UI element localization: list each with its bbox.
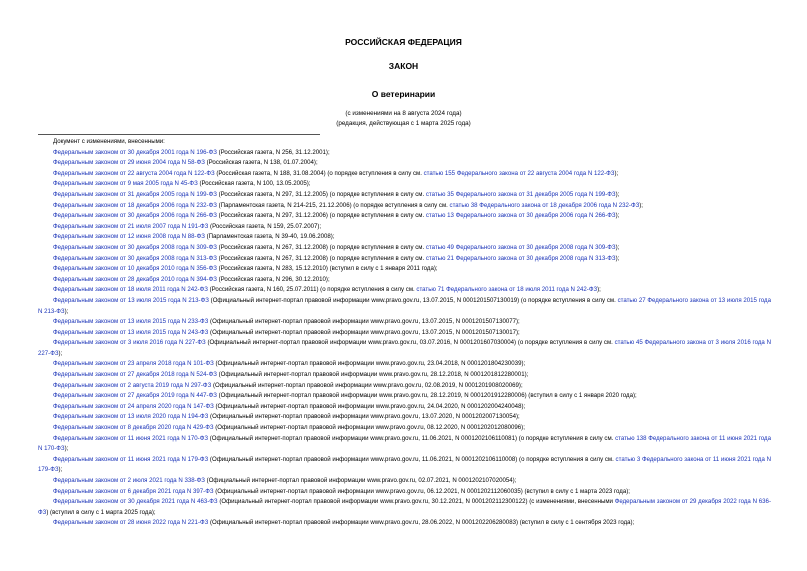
amendment-law-link[interactable]: Федеральным законом от 2 июля 2021 года N 338-ФЗ xyxy=(53,477,205,484)
amendment-tail-text: ); xyxy=(597,286,601,294)
amendment-item xyxy=(38,487,771,498)
amendment-article-link[interactable]: статью 21 Федерального закона от 30 декабря 2008 года N 313-ФЗ xyxy=(425,254,616,262)
amendment-source-text: (Официальный интернет-портал правовой информации www.pravo.gov.ru, 08.12.2020, N 0001202012080096); xyxy=(213,424,525,432)
amendment-item xyxy=(38,497,771,518)
amendment-source-text: (Официальный интернет-портал правовой информации www.pravo.gov.ru, 02.07.2021, N 0001202107020054); xyxy=(204,477,517,484)
amendment-law-link[interactable]: Федеральным законом от 27 декабря 2019 года N 447-ФЗ xyxy=(53,392,217,400)
amendment-item xyxy=(38,201,771,212)
amendment-item xyxy=(38,169,771,180)
amendment-tail-text: ); xyxy=(639,201,643,209)
amendment-item xyxy=(38,211,771,222)
amendment-tail-text: ); xyxy=(614,169,619,177)
amendment-source-text: (Российская газета, N 256, 31.12.2001); xyxy=(216,148,330,156)
amendment-law-link[interactable]: Федеральным законом от 18 декабря 2006 года N 232-ФЗ xyxy=(53,201,217,209)
amendment-law-link[interactable]: Федеральным законом от 28 декабря 2010 года N 394-ФЗ xyxy=(53,275,217,283)
amendment-law-link[interactable]: Федеральным законом от 30 декабря 2008 года N 313-ФЗ xyxy=(53,254,217,262)
amendment-source-text: (Официальный интернет-портал правовой информации www.pravo.gov.ru, 13.07.2015, N 0001201507130077); xyxy=(208,318,520,326)
amendment-item xyxy=(38,254,771,265)
amendment-item xyxy=(38,359,771,370)
amendment-source-text: (Официальный интернет-портал правовой информации www.pravo.gov.ru, 02.08.2019, N 0001201908020069); xyxy=(211,381,523,389)
amendment-item xyxy=(38,328,771,339)
amendment-item xyxy=(38,402,771,413)
amendment-source-text: (Официальный интернет-портал правовой информации www.pravo.gov.ru, 30.12.2021, N 0001202112300122) (с изменениями, внесенными xyxy=(217,498,615,506)
amendment-source-text: (Российская газета, N 283, 15.12.2010) (вступил в силу с 1 января 2011 года); xyxy=(216,265,438,273)
amendment-article-link[interactable]: статью 35 Федерального закона от 31 декабря 2005 года N 199-ФЗ xyxy=(425,190,616,198)
amendment-source-text: (Российская газета, N 297, 31.12.2006) (о порядке вступления в силу см. xyxy=(216,212,426,220)
amendment-source-text: (Официальный интернет-портал правовой информации www.pravo.gov.ru, 28.12.2019, N 0001201912280006) (вступил в силу с 1 января 2020 года); xyxy=(216,392,637,400)
amendment-source-text: (Парламентская газета, N 214-215, 21.12.2006) (о порядке вступления в силу см. xyxy=(216,201,450,209)
amendment-item xyxy=(38,434,771,455)
amendment-law-link[interactable]: Федеральным законом от 27 декабря 2018 года N 524-ФЗ xyxy=(53,371,217,379)
amendment-tail-text: ); xyxy=(615,243,620,251)
doc-type-heading: ЗАКОН xyxy=(388,61,419,71)
amendment-tail-text: ) (вступил в силу с 1 марта 2025 года); xyxy=(46,508,156,516)
amendment-law-link[interactable]: Федеральным законом от 30 декабря 2001 года N 196-ФЗ xyxy=(53,148,217,156)
amendment-law-link[interactable]: Федеральным законом от 13 июля 2015 года N 233-ФЗ xyxy=(53,318,209,326)
amendment-item xyxy=(38,370,771,381)
amendment-tail-text: ); xyxy=(615,254,620,262)
amendment-law-link[interactable]: Федеральным законом от 13 июля 2015 года N 243-ФЗ xyxy=(53,328,209,336)
amendment-article-link[interactable]: статью 49 Федерального закона от 30 декабря 2008 года N 309-ФЗ xyxy=(425,243,616,251)
amendment-law-link[interactable]: Федеральным законом от 22 августа 2004 года N 122-ФЗ xyxy=(53,169,215,177)
amendment-tail-text: ); xyxy=(615,212,620,220)
amendment-source-text: (Официальный интернет-портал правовой информации www.pravo.gov.ru, 06.12.2021, N 0001202112060035) (вступил в силу с 1 марта 2023 года); xyxy=(213,487,630,495)
amendment-source-text: (Российская газета, N 267, 31.12.2008) (о порядке вступления в силу см. xyxy=(216,243,426,251)
amendment-source-text: (Российская газета, N 160, 25.07.2011) (о порядке вступления в силу см. xyxy=(207,286,417,294)
amendment-article-link[interactable]: статью 27 Федерального закона от 13 июля 2015 года N 213-ФЗ xyxy=(38,296,771,315)
amendment-law-link[interactable]: Федеральным законом от 30 декабря 2021 года N 463-ФЗ xyxy=(53,498,218,506)
amendment-source-text: (Официальный интернет-портал правовой информации www.pravo.gov.ru, 11.06.2021, N 0001202106110008) (о порядке вступления в силу см. xyxy=(208,455,616,463)
divider-line xyxy=(38,134,320,135)
amendment-source-text: (Официальный интернет-портал правовой информации www.pravo.gov.ru, 11.06.2021, N 0001202106110081) (о порядке вступления в силу см. xyxy=(208,434,616,442)
amendment-article-link[interactable]: статью 138 Федерального закона от 11 июня 2021 года N 170-ФЗ xyxy=(38,434,771,453)
amendment-source-text: (Официальный интернет-портал правовой информации www.pravo.gov.ru, 03.07.2016, N 0001201607030004) (о порядке вступления в силу см. xyxy=(205,339,615,347)
law-title: О ветеринарии xyxy=(371,89,436,99)
amendment-law-link[interactable]: Федеральным законом от 18 июля 2011 года N 242-ФЗ xyxy=(53,286,208,294)
amendment-law-link[interactable]: Федеральным законом от 6 декабря 2021 года N 397-ФЗ xyxy=(53,487,214,495)
amendment-law-link[interactable]: Федеральным законом от 3 июля 2016 года N 227-ФЗ xyxy=(53,339,206,347)
amendment-source-text: (Парламентская газета, N 39-40, 19.06.2008); xyxy=(204,233,335,241)
amendment-item xyxy=(38,243,771,254)
amendment-law-link[interactable]: Федеральным законом от 10 декабря 2010 года N 356-ФЗ xyxy=(53,265,217,273)
amendment-law-link[interactable]: Федеральным законом от 12 июня 2008 года N 88-ФЗ xyxy=(53,233,205,241)
amendment-tail-text: ); xyxy=(64,307,69,315)
country-heading: РОССИЙСКАЯ ФЕДЕРАЦИЯ xyxy=(345,37,462,47)
amendment-source-text: (Российская газета, N 296, 30.12.2010); xyxy=(216,275,330,283)
amendment-source-text: (Официальный интернет-портал правовой информации www.pravo.gov.ru, 28.06.2022, N 0001202206280083) (вступил в силу с 1 сентября 2023 года); xyxy=(208,519,635,527)
amendment-item xyxy=(38,476,771,487)
amendment-source-text: (Российская газета, N 188, 31.08.2004) (о порядке вступления в силу см. xyxy=(214,169,424,177)
amendment-article-link[interactable]: статью 45 Федерального закона от 3 июля 2016 года N 227-ФЗ xyxy=(38,339,771,357)
amendment-item xyxy=(38,232,771,243)
amendment-item xyxy=(38,317,771,328)
amendment-law-link[interactable]: Федеральным законом от 11 июня 2021 года N 170-ФЗ xyxy=(53,434,209,442)
amendment-source-text: (Официальный интернет-портал правовой информации www.pravo.gov.ru, 28.12.2018, N 0001201812280001); xyxy=(216,371,529,379)
amendment-law-link[interactable]: Федеральным законом от 11 июня 2021 года N 179-ФЗ xyxy=(53,455,209,463)
amendment-source-text: (Официальный интернет-портал правовой информации www.pravo.gov.ru, 13.07.2015, N 0001201507130019) (о порядке вступления в силу см. xyxy=(208,296,618,304)
amendment-item xyxy=(38,158,771,169)
amendment-article-link[interactable]: статью 38 Федерального закона от 18 декабря 2006 года N 232-ФЗ xyxy=(449,201,640,209)
amendment-source-text: (Российская газета, N 138, 01.07.2004); xyxy=(204,159,318,167)
amendment-law-link[interactable]: Федеральным законом от 21 июля 2007 года N 191-ФЗ xyxy=(53,222,209,230)
amendment-source-text: (Официальный интернет-портал правовой информации www.pravo.gov.ru, 13.07.2015, N 0001201507130017); xyxy=(208,328,520,336)
amendment-item xyxy=(38,264,771,275)
amendment-law-link[interactable]: Федеральным законом от 30 декабря 2006 года N 266-ФЗ xyxy=(53,212,217,220)
amendment-law-link[interactable]: Федеральным законом от 9 мая 2005 года N 45-ФЗ xyxy=(53,180,198,188)
changes-note: (с изменениями на 8 августа 2024 года) xyxy=(345,110,462,117)
amendment-law-link[interactable]: Федеральным законом от 2 августа 2019 года N 297-ФЗ xyxy=(53,381,212,389)
amendment-source-text: (Официальный интернет-портал правовой информации www.pravo.gov.ru, 23.04.2018, N 0001201804230039); xyxy=(213,360,526,368)
edition-note: (редакция, действующая с 1 марта 2025 года) xyxy=(336,120,471,127)
amendment-tail-text: ); xyxy=(58,466,63,474)
amendments-heading: Документ с изменениями, внесенными: xyxy=(53,138,165,145)
amendment-law-link[interactable]: Федеральным законом от 13 июля 2015 года N 213-ФЗ xyxy=(53,296,209,304)
amendment-article-link[interactable]: статью 3 Федерального закона от 11 июня 2021 года N 179-ФЗ xyxy=(38,455,772,474)
amendment-item xyxy=(38,285,771,296)
amendment-law-link[interactable]: Федеральным законом от 13 июля 2020 года N 194-ФЗ xyxy=(53,413,209,421)
amendment-tail-text: ); xyxy=(64,445,69,453)
amendment-item xyxy=(38,148,771,159)
amendment-item xyxy=(38,412,771,423)
amendment-article-link[interactable]: Федеральным законом от 29 декабря 2022 года N 636-ФЗ xyxy=(38,498,771,516)
amendment-law-link[interactable]: Федеральным законом от 28 июня 2022 года N 221-ФЗ xyxy=(53,519,209,527)
amendment-law-link[interactable]: Федеральным законом от 29 июня 2004 года N 58-ФЗ xyxy=(53,159,205,167)
amendment-tail-text: ); xyxy=(615,190,620,198)
amendment-source-text: (Российская газета, N 297, 31.12.2005) (о порядке вступления в силу см. xyxy=(216,190,426,198)
amendment-source-text: (Российская газета, N 159, 25.07.2007); xyxy=(208,222,322,230)
amendment-source-text: (Официальный интернет-портал правовой информации www.pravo.gov.ru, 24.04.2020, N 0001202004240048); xyxy=(213,402,526,410)
amendment-article-link[interactable]: статью 71 Федерального закона от 18 июля 2011 года N 242-ФЗ xyxy=(416,286,598,294)
amendment-law-link[interactable]: Федеральным законом от 23 апреля 2018 года N 101-ФЗ xyxy=(53,360,214,368)
amendment-item xyxy=(38,381,771,392)
amendment-law-link[interactable]: Федеральным законом от 24 апреля 2020 года N 147-ФЗ xyxy=(53,402,214,410)
amendment-item xyxy=(38,275,771,286)
amendment-item xyxy=(38,455,771,476)
amendments-list xyxy=(38,137,771,529)
amendment-tail-text: ); xyxy=(58,349,63,357)
amendment-item xyxy=(38,338,771,359)
amendment-item xyxy=(38,296,771,317)
amendment-item xyxy=(38,190,771,201)
amendment-article-link[interactable]: статью 13 Федерального закона от 30 декабря 2006 года N 266-ФЗ xyxy=(425,212,616,220)
amendment-law-link[interactable]: Федеральным законом от 30 декабря 2008 года N 309-ФЗ xyxy=(53,243,217,251)
amendment-source-text: (Российская газета, N 100, 13.05.2005); xyxy=(197,180,311,188)
amendment-item xyxy=(38,391,771,402)
amendment-item xyxy=(38,179,771,190)
amendment-item xyxy=(38,518,771,529)
amendment-item xyxy=(38,222,771,233)
amendment-source-text: (Официальный интернет-портал правовой информации www.pravo.gov.ru, 13.07.2020, N 0001202007130054); xyxy=(208,413,520,421)
amendment-article-link[interactable]: статью 155 Федерального закона от 22 августа 2004 года N 122-ФЗ xyxy=(423,169,615,177)
amendment-law-link[interactable]: Федеральным законом от 31 декабря 2005 года N 199-ФЗ xyxy=(53,190,217,198)
amendment-item xyxy=(38,423,771,434)
amendment-law-link[interactable]: Федеральным законом от 8 декабря 2020 года N 429-ФЗ xyxy=(53,424,214,432)
amendment-source-text: (Российская газета, N 267, 31.12.2008) (о порядке вступления в силу см. xyxy=(216,254,426,262)
